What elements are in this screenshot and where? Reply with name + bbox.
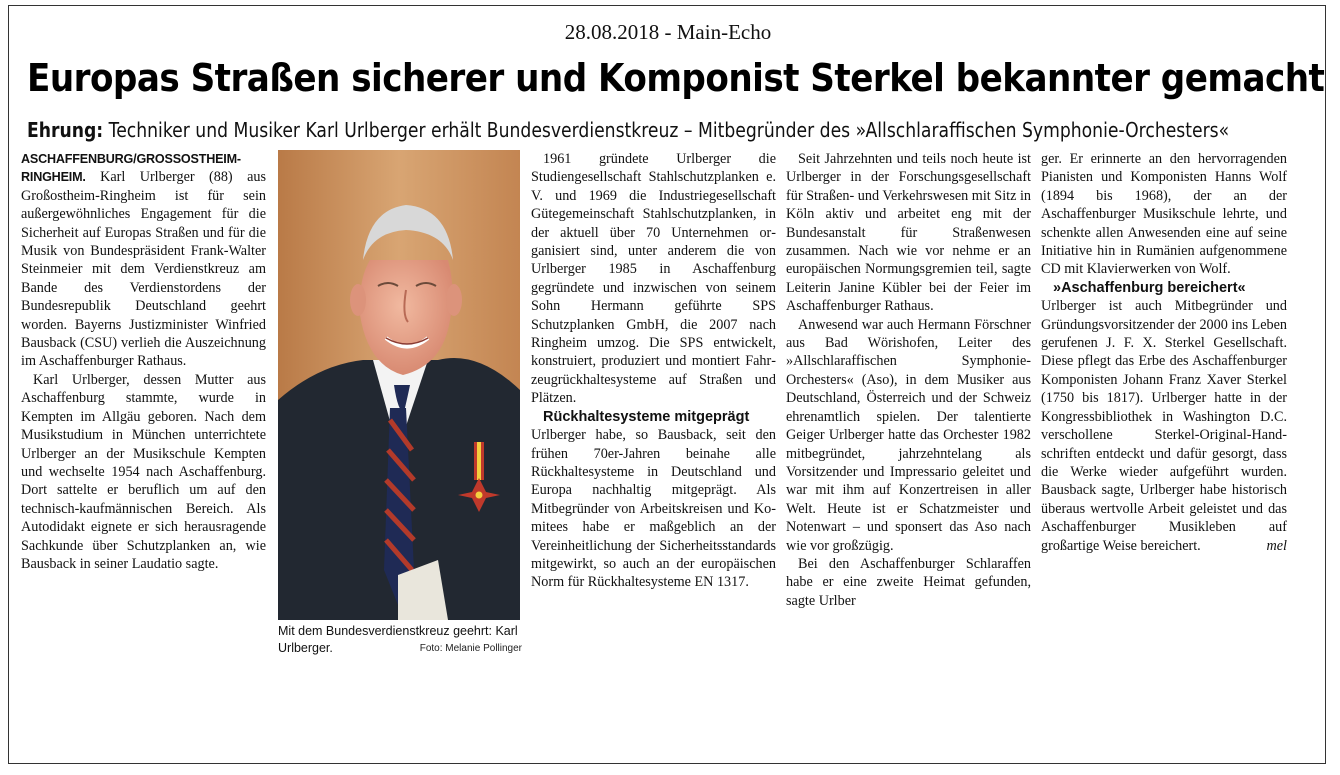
article-lead-paragraph xyxy=(21,150,266,371)
dateline: 28.08.2018 - Main-Echo xyxy=(564,20,772,44)
article-column-1 xyxy=(21,150,266,573)
portrait-photo xyxy=(278,150,520,620)
dateline-kicker: ASCHAFFENBURG/GROSSOSTHEIM-RINGHEIM. xyxy=(21,152,241,185)
headline: Europas Straßen sicherer und Komponist Sterkel bekannter gemacht xyxy=(27,56,1325,100)
paragraph: 1961 gründete Urlberger die Studiengesellschaft Stahlschutzplanken e. V. und 1969 die Industriegesellschaft Gütegemeinschaft Stahlschutzplanken, in der aktuell über 70 Unternehmen organisiert sind, unter anderem die von Urlberger 1985 in Aschaffenburg gegründete und inzwischen von seinem Sohn Hermann geführte SPS Schutzplanken GmbH, die 2007 nach Ringheim umzog. Die SPS entwickelt, konstruiert, produziert und montiert Fahrzeugrückhaltesysteme auf Straßen und Plätzen. xyxy=(531,151,776,407)
subhead-text: Techniker und Musiker Karl Urlberger erhält Bundesverdienstkreuz – Mitbegründer des »Allschlaraffischen Symphonie-Orchesters« xyxy=(103,118,1230,142)
article-column-5 xyxy=(1041,150,1287,555)
section-subtitle: Rückhaltesysteme mitgeprägt xyxy=(543,408,750,425)
caption-text: Mit dem Bundesverdienstkreuz geehrt: Karl Urlberger. xyxy=(278,624,518,655)
photo-credit: Foto: Melanie Pollinger xyxy=(419,643,522,654)
closing-text: Urlberger ist auch Mitbegründer und Gründungsvorsitzender der 2000 ins Leben gerufenen J. F. X. Sterkel Gesellschaft. Diese pflegt das Erbe des Aschaffenburger Komponisten Johann Franz Xaver Sterkel (1750 bis 1817). Urlberger hatte in der Kongressbibliothek in Washington D.C. verschollene Sterkel-Original-Handschriften entdeckt und dafür gesorgt, dass die Werke wieder aufgeführt wurden. Bausback sagte, Urlberger habe historisch überaus wertvolle Arbeit geleistet und das Aschaffenburger Musikleben auf großartige Weise bereichert. xyxy=(1041,298,1287,554)
subhead xyxy=(27,118,1231,142)
subhead-label: Ehrung: xyxy=(27,118,104,142)
article-column-3 xyxy=(531,150,776,592)
author-signature: mel xyxy=(1266,537,1287,554)
section-subtitle: »Aschaffenburg bereichert« xyxy=(1053,279,1246,296)
paragraph: Urlberger habe, so Bausback, seit den frühen 70er-Jahren beinahe alle Rückhaltesysteme in Deutschland und Europa nachhaltig mitgeprägt. Als Mitbegründer von Arbeitskreisen und Komitees habe er maßgeblich an der Vereinheitlichung der Sicherheitsstandards mitgewirkt, so auch an der europäischen Norm für Rückhaltesysteme EN 1317. xyxy=(531,427,776,591)
paragraph: Karl Urlberger, dessen Mutter aus Aschaffenburg stammte, wurde in Kempten im Allgäu geboren. Nach dem Musikstudium in München unterrichtete Urlberger an der Musikschule Kempten und wechselte 1954 nach Aschaffenburg. Dort sattelte er beruflich um auf den technisch-kaufmännischen Bereich. Als Autodidakt eignete er sich herausragende Sachkunde über Schutzplanken an, wie Bausback in seiner Laudatio sagte. xyxy=(21,371,266,572)
lead-text: Karl Urlberger (88) aus Großostheim-Ringheim ist für sein außergewöhnliches Engagement für die Sicherheit auf Europas Straßen und für die Musik von Bundespräsident Frank-Walter Steinmeier mit dem Verdienstkreuz am Bande des Verdienstordens der Bundesrepublik Deutschland geehrt worden. Bayerns Justizminister Winfried Bausback (CSU) verlieh die Auszeichnung im Aschaffenburger Rathaus. xyxy=(21,169,266,370)
photo-caption xyxy=(278,623,522,657)
paragraph: Anwesend war auch Hermann Förschner aus Bad Wörishofen, Leiter des »Allschlaraffischen Symphonie-Orchesters« (Aso), in dem Musiker aus Deutschland, Österreich und der Schweiz ehrenamtlich spielen. Der talentierte Geiger Urlberger hatte das Orchester 1982 mitbegründet, jahrzehntelang als Vorsitzender und Impressario geleitet und war mit ihm auf Konzertreisen in aller Welt. Heute ist er Schatzmeister und Notenwart – und sponsert das Aso nach wie vor großzügig. xyxy=(786,316,1031,554)
article-column-4 xyxy=(786,150,1031,610)
paragraph: Bei den Aschaffenburger Schlaraffen habe er eine zweite Heimat gefunden, sagte Urlber xyxy=(786,555,1031,609)
paragraph: ger. Er erinnerte an den hervorragenden Pianisten und Komponisten Hanns Wolf (1894 bis 1968), der an der Aschaffenburger Musikschule lehrte, und schenkte allen Anwesenden eine auf seine Initiative hin in Rumänien aufgenommene CD mit Klavierwerken von Wolf. xyxy=(1041,151,1287,278)
paragraph: Seit Jahrzehnten und teils noch heute ist Urlberger in der Forschungsgesellschaft für Straßen- und Verkehrswesen mit Sitz in Köln aktiv und arbeitet eng mit der Bundesanstalt für Straßenwesen zusammen. Nach wie vor nehme er an europäischen Normungsgremien teil, sagte Leiterin Janine Kübler bei der Feier im Aschaffenburger Rathaus. xyxy=(786,151,1031,315)
paragraph xyxy=(1041,297,1287,555)
portrait-illustration xyxy=(278,150,520,620)
